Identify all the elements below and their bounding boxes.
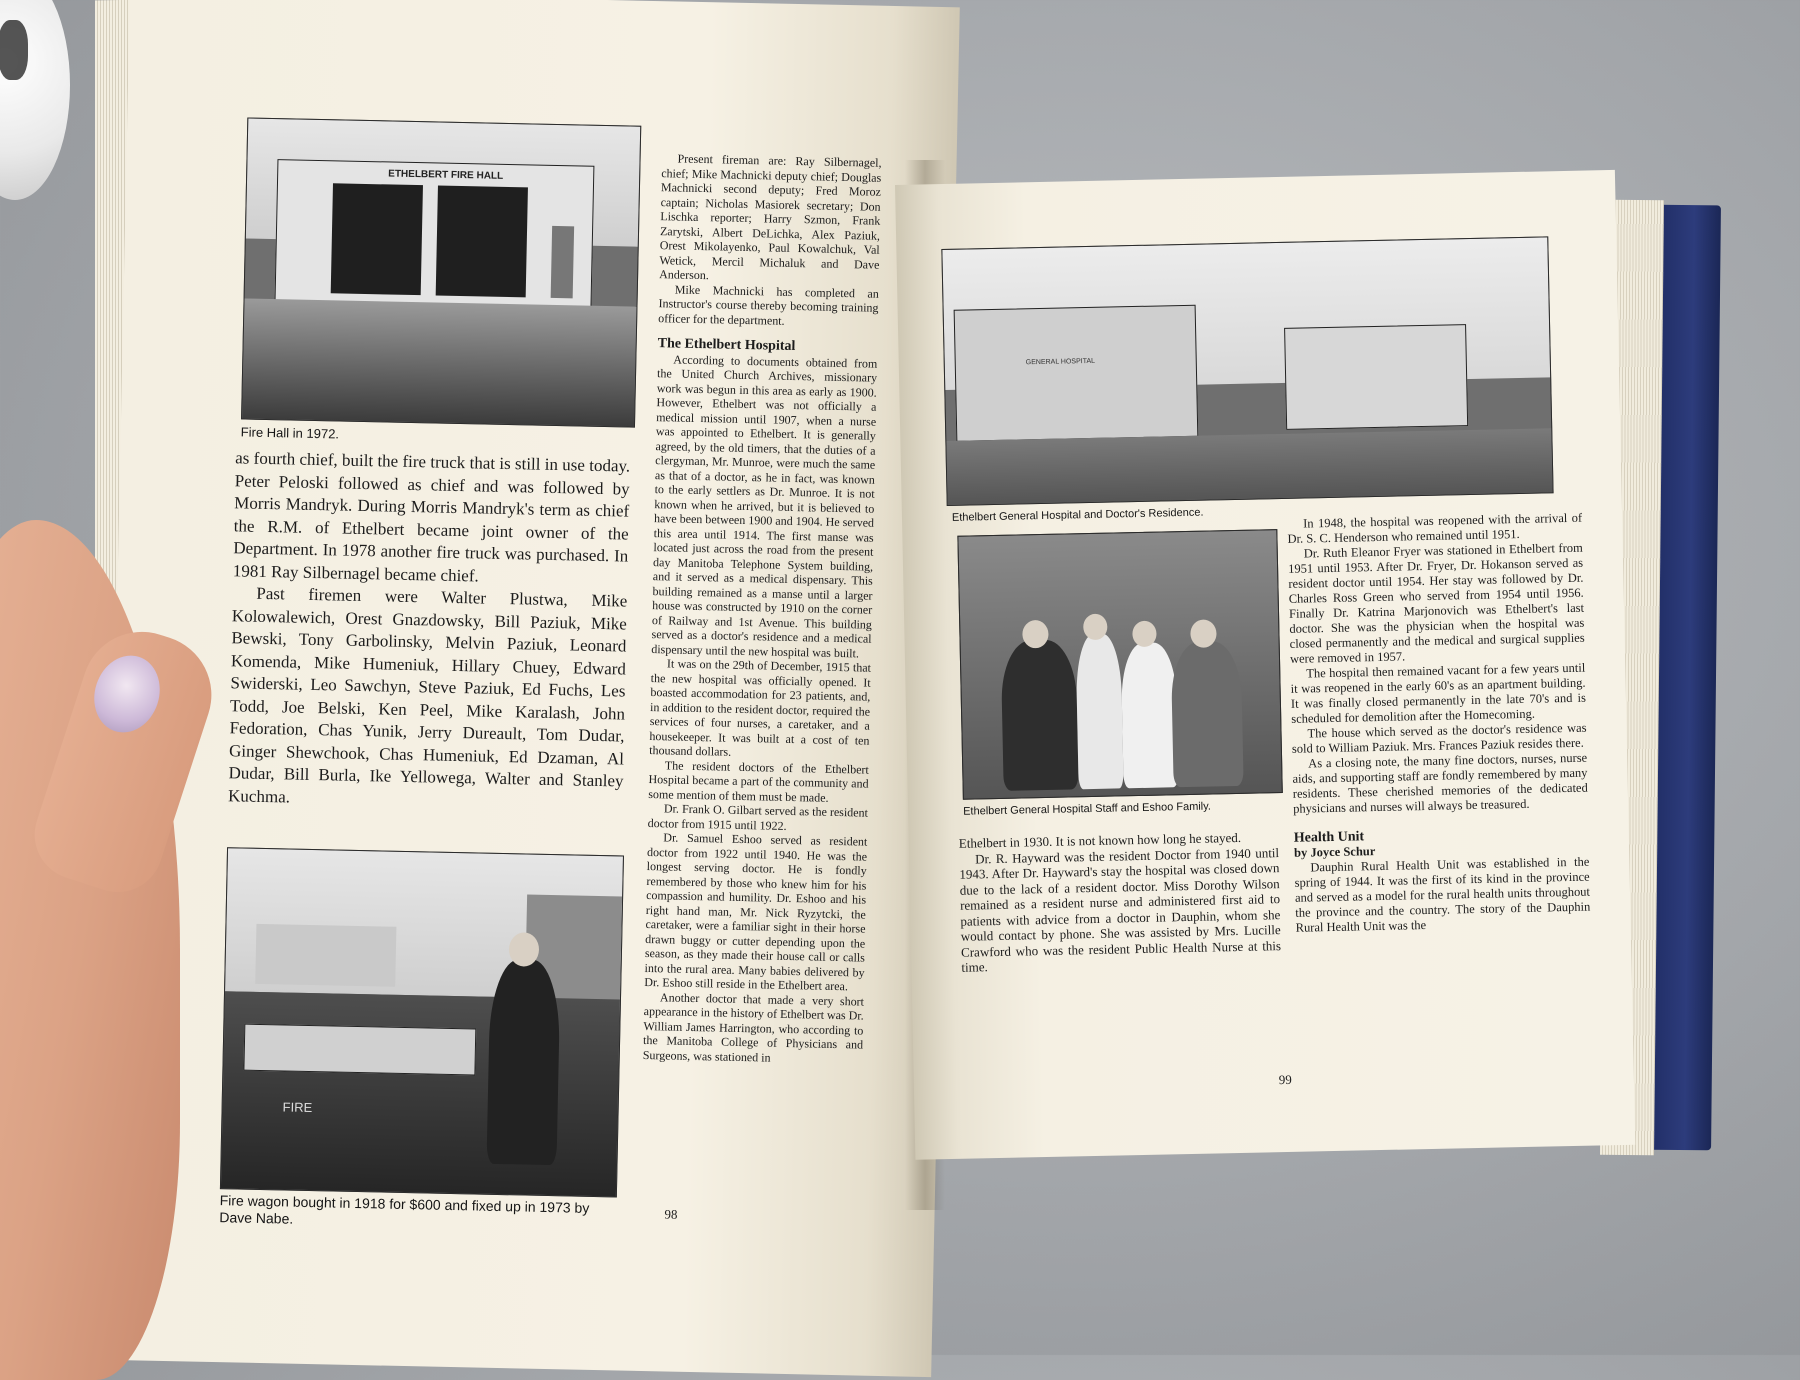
staff-photo [957,529,1282,800]
health-unit-paragraph: Dauphin Rural Health Unit was established in the spring of 1944. It was the first of its kind in the province and served as a model for the rural health units throughout the province and the country. The story of the Dauphin Rural Health Unit was the [1294,854,1591,935]
fire-hall-photo [241,117,641,427]
fire-hall-sign: ETHELBERT FIRE HALL [388,168,504,182]
fire-wagon-photo [220,847,624,1197]
right-col2-text [1287,511,1591,936]
garage-door-right [436,185,528,297]
hayward-paragraph: Dr. R. Hayward was the resident Doctor from 1940 until 1943. After Dr. Hayward's stay the hospital was closed down due to the lack of a resident doctor. Miss Dorothy Wilson remained as a resident nurse and administered first aid to patients with advice from a doctor in Dauphin, whom she would contact by phone. She was assisted by Mrs. Lucille Crawford who was the resident Public Health Nurse at this time. [959,844,1282,975]
garage-door-left [331,183,423,295]
hospital-paragraph-5: Dr. Samuel Eshoo served as resident doctor from 1922 until 1940. He was the longest serving doctor. He is fondly remembered by those who knew him for his compassion and humility. Dr. Eshoo and his right hand man, Mr. Nick Ryzytcki, the caretaker, were a familiar sight in their horse drawn buggy or cutter depending upon the season, as they made their house call or calls into the rural area. Many babies delivered by Dr. Eshoo still reside in the Ethelbert area. [644,830,868,994]
residence-paragraph: The house which served as the doctor's residence was sold to William Paziuk. Mrs. Frances Paziuk resides there. [1291,720,1587,756]
hospital-paragraph-6: Another doctor that made a very short appearance in the history of Ethelbert was Dr. William James Harrington, who according to the Manitoba College of Physicians and Surgeons, was stationed in [642,989,865,1065]
present-firemen-paragraph: Present fireman are: Ray Silbernagel, chief; Mike Machnicki deputy chief; Douglas Machnicki second deputy; Fred Moroz captain; Nicholas Masiorek secretary; Don Lischka reporter; Harry Szmon, Frank Zarytski, Albert DeLichka, Alex Paziuk, Orest Mikolayenko, Paul Kowalchuk, Val Wetick, Mercil Michaluk and Dave Anderson. [659,151,882,283]
hospital-paragraph-4: Dr. Frank O. Gilbart served as the resident doctor from 1915 until 1922. [647,801,869,833]
hospital-paragraph-2: It was on the 29th of December, 1915 that the new hospital was officially opened. It boasted accommodation for 23 patients, and, in addition to the resident doctor, required the services of four nurses, a caretaker, and a housekeeper. It was built at a cost of ten thousand dollars. [649,656,872,759]
hospital-sign: GENERAL HOSPITAL [1025,357,1096,367]
background-house [255,924,396,987]
person-nurse-2 [1121,642,1179,788]
wagon-bed [243,1024,476,1076]
past-firemen-paragraph: Past firemen were Walter Plustwa, Mike Kolowalewich, Orest Gnazdowsky, Bill Paziuk, Mike Bewski, Tony Garbolinsky, Melvin Paziuk, Leonard Komenda, Mike Humeniuk, Hillary Chuey, Edward Swiderski, Leo Sawchyn, Steve Paziuk, Ed Fuchs, Les Todd, Joe Belski, Ken Peel, Mike Karalash, John Fedoration, Chas Yunik, Jerry Dureault, Tom Dudar, Ginger Shewchook, Chas Humeniuk, Ed Dzaman, Al Dudar, Bill Burla, Ike Yellowega, Walter and Stanley Kuchma. [227,583,628,807]
left-col2-text [643,151,882,1066]
hospital-heading: The Ethelbert Hospital [657,336,796,355]
henderson-paragraph: In 1948, the hospital was reopened with the arrival of Dr. S. C. Henderson who remained until 1951. [1287,510,1583,546]
fireman-figure [486,959,560,1165]
fire-hall-caption: Fire Hall in 1972. [240,424,340,442]
staff-photo-caption: Ethelbert General Hospital Staff and Eshoo Family. [963,800,1212,818]
hospital-paragraph-1: According to documents obtained from the United Church Archives, missionary work was begun in this area as early as 1900. However, Ethelbert was not officially a medical mission until 1907, when a nurse was appointed to Ethelbert. It is generally agreed, by the old timers, that the duties of a clergyman, Mr. Munroe, were much the same as that of a doctor, as he in fact, was known to the early settlers as Dr. Munroe. It is not known when he arrived, but it is believed to have been between 1900 and 1904. He served this area until 1914. The first manse was located just across the road from the present day Manitoba Telephone System building, and it served as a medical dispensary. This building remained as a manse until a larger house was constructed by 1910 on the corner of Railway and 1st Avenue. This building served as a doctor's residence and a medical dispensary until the new hospital was built. [651,351,878,660]
hospital-photo [941,236,1553,506]
side-door [551,226,575,298]
left-page [101,0,960,1377]
hospital-paragraph-3: The resident doctors of the Ethelbert Hospital became a part of the community and some mention of them must be made. [648,757,869,805]
mug-logo [0,20,28,80]
fire-hall-building [275,159,595,308]
fryer-paragraph: Dr. Ruth Eleanor Fryer was stationed in Ethelbert from 1951 until 1953. After Dr. Fryer, Dr. Hokanson served as resident doctor until 1954. Her stay was followed by Dr. Charles Ross Green who served from 1954 until 1956. Finally Dr. Katrina Marjonovich was Ethelbert's last doctor. She was the physician when the hospital was closed permanently and the medical and surgical supplies were removed in 1957. [1287,540,1585,666]
left-page-number: 98 [664,1206,678,1222]
vacant-paragraph: The hospital then remained vacant for a few years until it was reopened in the early 60's as an apartment building. It was finally closed permanently in the late 70's and is scheduled for demolition after the Homecoming. [1290,660,1587,726]
doctors-residence [1284,324,1468,430]
closing-paragraph: As a closing note, the many fine doctors, nurses, nurse aids, and supporting staff are fondly remembered by many residents. These cherished memories of the dedicated physicians and nurses will always be treasured. [1292,750,1588,816]
left-col1-text [228,447,630,815]
right-page [895,170,1635,1160]
health-unit-byline: by Joyce Schur [1293,844,1376,860]
right-col1-text [959,829,1282,975]
health-unit-heading: Health Unit [1293,829,1365,846]
wagon-label: FIRE [282,1099,313,1116]
mug [0,0,70,200]
fire-history-paragraph: as fourth chief, built the fire truck that is still in use today. Peter Peloski followed as chief and was followed by Morris Mandryk. During Morris Mandryk's term as chief the R.M. of Ethelbert became joint owner of the Department. In 1978 another fire truck was purchased. In 1981 Ray Silbernagel became chief. [232,448,631,585]
instructor-paragraph: Mike Machnicki has completed an Instructor's course thereby becoming training officer for the department. [658,281,879,328]
right-page-number: 99 [1278,1071,1292,1088]
person-woman-light-coat [1171,641,1244,787]
hospital-building [954,305,1199,442]
person-nurse-1 [1075,633,1123,789]
fire-wagon-caption: Fire wagon bought in 1918 for $600 and fixed up in 1973 by Dave Nabe. [219,1192,590,1227]
harrington-end-paragraph: Ethelbert in 1930. It is not known how long he stayed. [958,829,1242,851]
hospital-photo-caption: Ethelbert General Hospital and Doctor's Residence. [951,506,1204,524]
person-woman-dark-coat [1001,639,1079,791]
